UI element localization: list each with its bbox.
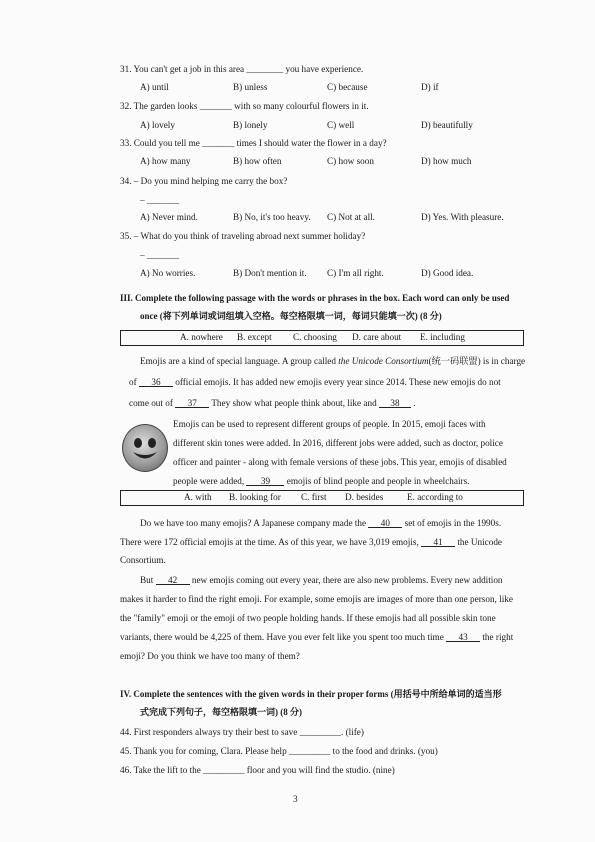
passage-para2-line2: different skin tones were added. In 2016, different jobs were added, such as doctor, police [173, 438, 503, 448]
word-box-1-item: D. care about [352, 332, 402, 342]
passage-para4-line1 [140, 575, 503, 586]
question-35-stem: 35. – What do you think of traveling abroad next summer holiday? [120, 231, 366, 241]
text: official emojis. It has added new emojis every year since 2014. These new emojis do not [172, 377, 501, 387]
blank-38 [379, 398, 411, 408]
passage-para1-line3 [129, 398, 416, 409]
word-box-1-item: C. choosing [293, 332, 337, 342]
question-33-option-d: D) how much [421, 156, 472, 166]
question-34-stem: 34. – Do you mind helping me carry the box? [120, 176, 288, 186]
text: . [410, 398, 416, 408]
passage-para4-line2: makes it harder to find the right emoji. For example, some emojis are images of more than one person, like [120, 594, 513, 604]
blank-number: 39 [260, 476, 271, 486]
question-32-option-b: B) lonely [233, 120, 268, 130]
question-46: 46. Take the lift to the _________ floor and you will find the studio. (nine) [120, 765, 395, 775]
passage-para4-line3: the "family" emoji or the emoji of two people holding hands. If these emojis had all possible skin tone [120, 613, 496, 623]
question-32-stem: 32. The garden looks _______ with so many colourful flowers in it. [120, 101, 369, 111]
question-35-reply-blank: – _______ [140, 250, 180, 260]
blank-36 [139, 377, 173, 387]
blank-number: 43 [458, 632, 468, 642]
section-3-title-line1: III. Complete the following passage with the words or phrases in the box. Each word can only be used [120, 293, 510, 303]
blank-number: 37 [187, 398, 197, 408]
word-box-2-item: B. looking for [229, 492, 281, 502]
question-34-option-b: B) No, it's too heavy. [233, 212, 311, 222]
word-box-2-item: C. first [301, 492, 327, 502]
text: variants, there would be 4,225 of them. Have you ever felt like you spent too much time [120, 632, 447, 642]
question-35-option-a: A) No worries. [140, 268, 196, 278]
word-box-1-item: A. nowhere [180, 332, 223, 342]
question-34-option-d: D) Yes. With pleasure. [421, 212, 504, 222]
section-4-title-line1: IV. Complete the sentences with the given words in their proper forms (用括号中所给单词的适当形 [120, 689, 502, 699]
blank-37 [175, 398, 209, 408]
blank-number: 36 [151, 377, 161, 387]
question-34-option-a: A) Never mind. [140, 212, 198, 222]
question-34-reply-blank: – _______ [140, 195, 180, 205]
passage-para4-line4 [120, 632, 513, 643]
passage-para3-line1 [140, 518, 501, 529]
question-33-option-c: C) how soon [327, 156, 374, 166]
question-35-option-b: B) Don't mention it. [233, 268, 307, 278]
blank-40 [368, 518, 402, 528]
passage-para2-line4 [173, 476, 469, 487]
question-33-stem: 33. Could you tell me _______ times I should water the flower in a day? [120, 138, 387, 148]
section-4-title-line2: 式完成下列句子，每空格限填一词) (8 分) [140, 707, 302, 717]
question-32-option-c: C) well [327, 120, 355, 130]
passage-para2-line1: Emojis can be used to represent different groups of people. In 2015, emoji faces with [173, 419, 486, 429]
question-31-option-a: A) until [140, 82, 169, 92]
question-35-option-d: D) Good idea. [421, 268, 474, 278]
text: the right [480, 632, 514, 642]
passage-para4-line5: emoji? Do you think we have too many of them? [120, 651, 300, 661]
question-31-option-d: D) if [421, 82, 439, 92]
text: come out of [129, 398, 176, 408]
text: new emojis coming out every year, there are also new problems. Every new addition [189, 575, 503, 585]
page-number: 3 [293, 794, 298, 804]
word-box-2-item: A. with [184, 492, 212, 502]
word-box-1-item: B. except [237, 332, 272, 342]
blank-number: 40 [380, 518, 390, 528]
text: the Unicode Consortium [338, 356, 429, 366]
text: They show what people think about, like and [209, 398, 379, 408]
text: people were added, [173, 476, 247, 486]
word-box-2-item: E. according to [407, 492, 463, 502]
text: of [129, 377, 139, 387]
question-34-option-c: C) Not at all. [327, 212, 375, 222]
word-box-2 [120, 490, 524, 506]
text: But [140, 575, 156, 585]
blank-43 [446, 632, 480, 642]
word-box-1-item: E. including [420, 332, 465, 342]
passage-para2-line3: officer and painter - along with female versions of these jobs. This year, emojis of disabled [173, 457, 507, 467]
question-31-option-c: C) because [327, 82, 368, 92]
section-3-title-line2: once (将下列单词或词组填入空格。每空格限填一词，每词只能填一次) (8 分) [140, 311, 442, 321]
text: Emojis are a kind of special language. A group called [140, 356, 339, 366]
passage-para1-line2 [129, 377, 501, 388]
text: emojis of blind people and people in wheelchairs. [284, 476, 470, 486]
question-32-option-a: A) lovely [140, 120, 175, 130]
text: (统一码联盟) is in charge [428, 356, 526, 366]
blank-number: 41 [433, 537, 443, 547]
text: set of emojis in the 1990s. [402, 518, 502, 528]
blank-41 [421, 537, 455, 547]
text: Do we have too many emojis? A Japanese company made the [140, 518, 369, 528]
question-33-option-a: A) how many [140, 156, 191, 166]
passage-para3-line3: Consortium. [120, 555, 166, 565]
blank-number: 42 [167, 575, 178, 585]
passage-para1-line1 [140, 356, 525, 367]
text: There were 172 official emojis at the time. As of this year, we have 3,019 emojis, [120, 537, 422, 547]
blank-number: 38 [390, 398, 400, 408]
question-44: 44. First responders always try their best to save _________. (life) [120, 727, 364, 737]
word-box-2-item: D. besides [345, 492, 384, 502]
question-31-stem: 31. You can't get a job in this area ________ you have experience. [120, 64, 364, 74]
passage-para3-line2 [120, 537, 502, 548]
question-32-option-d: D) beautifully [421, 120, 473, 130]
blank-39 [246, 476, 284, 486]
word-box-1 [120, 330, 524, 346]
blank-42 [156, 575, 190, 585]
question-35-option-c: C) I'm all right. [327, 268, 384, 278]
smiley-face-icon [122, 424, 168, 472]
question-31-option-b: B) unless [233, 82, 268, 92]
question-45: 45. Thank you for coming, Clara. Please help _________ to the food and drinks. (you) [120, 746, 438, 756]
question-33-option-b: B) how often [233, 156, 282, 166]
text: the Unicode [455, 537, 502, 547]
